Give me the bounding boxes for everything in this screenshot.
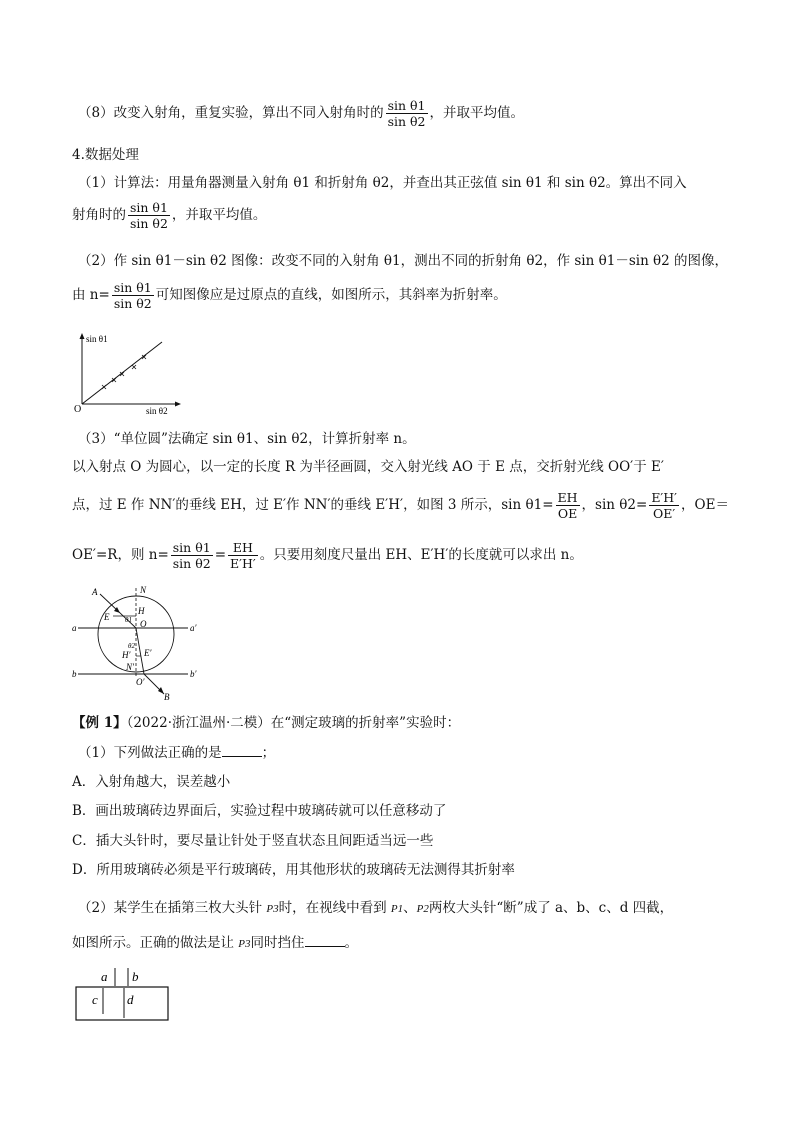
label-H-prime: H′	[122, 650, 131, 660]
pin-label-c: c	[92, 992, 98, 1007]
label-b: b	[72, 669, 77, 679]
unit-circle-figure	[70, 582, 200, 702]
answer-blank-2[interactable]	[305, 934, 345, 947]
graph-origin-label: O	[74, 404, 82, 415]
example1-tag: 【例 1】	[72, 715, 127, 731]
item1-line2: 射角时的 $\frac{\text{sin θ1}}{\text{sin θ2}}$ ，并取平均值。	[72, 200, 267, 231]
pin-label-a: a	[101, 969, 108, 984]
item3-title: （3）“单位圆”法确定 sin θ1、sin θ2，计算折射率 n。	[78, 431, 416, 447]
label-theta1: θ1	[125, 616, 132, 624]
answer-blank-1[interactable]	[222, 744, 262, 757]
label-E-prime: E′	[144, 648, 152, 658]
label-O-prime: O′	[136, 677, 145, 687]
label-O: O	[140, 619, 147, 629]
label-a: a	[72, 623, 77, 633]
label-a-prime: a′	[190, 623, 197, 633]
pin-label-d: d	[127, 992, 134, 1007]
step8-line	[78, 98, 524, 129]
option-a: A．入射角越大，误差越小	[72, 774, 231, 790]
example1-header	[72, 714, 460, 732]
option-b: B．画出玻璃砖边界面后，实验过程中玻璃砖就可以任意移动了	[72, 803, 447, 819]
sin-graph	[72, 330, 184, 416]
option-c: C．插大头针时，要尽量让针处于竖直状态且间距适当远一些	[72, 833, 434, 849]
example1-source: （2022·浙江温州·二模）在“测定玻璃的折射率”实验时：	[126, 715, 461, 731]
item3-line3: OE′=R，则 n= $\frac{\text{sin θ1}}{\text{sin θ2}}$ = $\frac{EH}{E'H'}$ 。只要用刻度尺量出 EH、E′H′的长度就可以求出 n。	[72, 540, 583, 571]
graph-x-arrow	[175, 402, 181, 407]
label-E: E	[104, 612, 110, 622]
graph-x-label: sin θ2	[146, 406, 168, 416]
label-b-prime: b′	[190, 669, 197, 679]
label-N: N	[140, 585, 147, 595]
pins-figure	[74, 964, 172, 1024]
item1-fraction: $\frac{\text{sin θ1}}{\text{sin θ2}}$	[130, 200, 168, 231]
item3-line1: 以入射点 O 为圆心，以一定的长度 R 为半径画圆，交入射光线 AO 于 E 点，交折射光线 OO′于 E′	[72, 459, 664, 475]
item2-fraction: $\frac{\text{sin θ1}}{\text{sin θ2}}$	[113, 280, 152, 311]
label-N-prime: N′	[126, 662, 134, 672]
label-B: B	[164, 692, 170, 702]
item1-line1: （1）计算法：用量角器测量入射角 θ1 和折射角 θ2，并查出其正弦值 sin θ1 和 sin θ2。算出不同入	[78, 175, 687, 191]
section4-title: 4.数据处理	[72, 147, 139, 163]
label-A: A	[92, 587, 98, 597]
label-theta2: θ2	[128, 642, 135, 650]
step8-suffix: ，并取平均值。	[429, 105, 525, 121]
option-d: D．所用玻璃砖必须是平行玻璃砖，用其他形状的玻璃砖无法测得其折射率	[72, 862, 515, 878]
item2-line1: （2）作 sin θ1－sin θ2 图像：改变不同的入射角 θ1，测出不同的折射角 θ2，作 sin θ1－sin θ2 的图像，	[78, 253, 729, 269]
step8-prefix: （8）改变入射角，重复实验，算出不同入射角时的	[78, 105, 384, 121]
item3-line2: 点，过 E 作 NN′的垂线 EH，过 E′作 NN′的垂线 E′H′，如图 3 所示，sin θ1= $\frac{EH}{OE}$ ，sin θ2= $\frac{E'H'}{OE'}$ ，OE＝	[72, 490, 729, 521]
label-H: H	[138, 606, 145, 616]
glass-block	[76, 987, 168, 1020]
example1-q2-line1: （2）某学生在插第三枚大头针 P3时，在视线中看到 P1、P2两枚大头针“断”成了 a、b、c、d 四截，	[78, 900, 674, 916]
example1-q1: （1）下列做法正确的是 ；	[78, 745, 276, 761]
refracted-ray	[136, 628, 144, 674]
pin-label-b: b	[132, 969, 139, 984]
graph-fit-line	[82, 342, 162, 404]
step8-fraction: $\frac{\text{sin θ1}}{\text{sin θ2}}$	[387, 98, 426, 129]
example1-q2-line2: 如图所示。正确的做法是让 P3同时挡住 。	[72, 935, 359, 951]
graph-y-label: sin θ1	[86, 334, 108, 344]
item2-line2: 由 n= $\frac{\text{sin θ1}}{\text{sin θ2}}$ 可知图像应是过原点的直线，如图所示，其斜率为折射率。	[72, 280, 507, 311]
graph-y-arrow	[80, 333, 85, 339]
